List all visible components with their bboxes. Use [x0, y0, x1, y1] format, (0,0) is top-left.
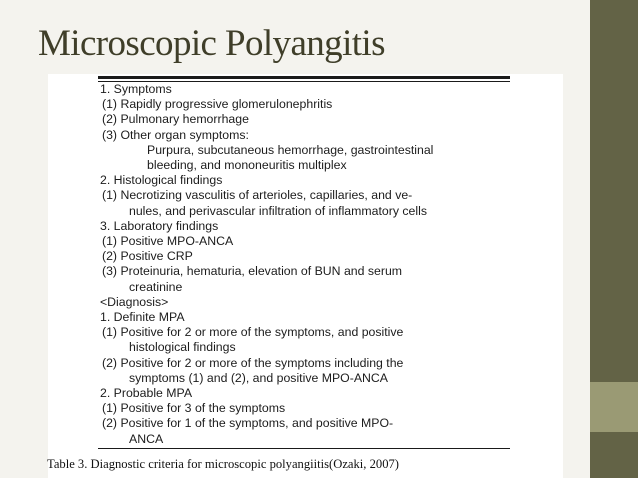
slide-sidebar-accent — [590, 382, 638, 432]
histological-item-1-cont: nules, and perivascular infiltration of inflammatory cells — [129, 203, 427, 218]
symptom-item-3: (3) Other organ symptoms: — [102, 127, 249, 142]
laboratory-item-3: (3) Proteinuria, hematuria, elevation of BUN and serum — [102, 264, 403, 279]
section-laboratory-heading: 3. Laboratory findings — [100, 218, 219, 233]
section-histological-heading: 2. Histological findings — [100, 173, 223, 188]
probable-mpa-item-2-cont: ANCA — [129, 431, 164, 446]
definite-mpa-item-1: (1) Positive for 2 or more of the symptoms, and positive — [102, 325, 404, 340]
probable-mpa-item-1: (1) Positive for 3 of the symptoms — [102, 401, 286, 416]
probable-mpa-item-2: (2) Positive for 1 of the symptoms, and positive MPO- — [102, 416, 394, 431]
slide-title: Microscopic Polyangitis — [38, 23, 385, 64]
probable-mpa-heading: 2. Probable MPA — [100, 386, 193, 401]
section-symptoms-heading: 1. Symptoms — [100, 82, 172, 96]
laboratory-item-1: (1) Positive MPO-ANCA — [102, 234, 234, 249]
symptom-item-2: (2) Pulmonary hemorrhage — [102, 112, 249, 127]
laboratory-item-3-cont: creatinine — [129, 279, 183, 294]
table-caption: Table 3. Diagnostic criteria for microscopic polyangiitis(Ozaki, 2007) — [47, 457, 399, 471]
symptom-item-3-detail-cont: bleeding, and mononeuritis multiplex — [147, 158, 347, 173]
definite-mpa-item-2: (2) Positive for 2 or more of the symptoms including the — [102, 355, 404, 370]
diagnostic-criteria-list — [98, 82, 510, 447]
definite-mpa-heading: 1. Definite MPA — [100, 310, 185, 325]
laboratory-item-2: (2) Positive CRP — [102, 249, 193, 264]
diagnosis-heading: <Diagnosis> — [100, 294, 169, 309]
table-bottom-rule — [98, 448, 510, 449]
symptom-item-3-detail: Purpura, subcutaneous hemorrhage, gastrointestinal — [147, 142, 434, 157]
symptom-item-1: (1) Rapidly progressive glomerulonephritis — [102, 97, 333, 112]
definite-mpa-item-2-cont: symptoms (1) and (2), and positive MPO-ANCA — [129, 370, 388, 385]
definite-mpa-item-1-cont: histological findings — [129, 340, 236, 355]
histological-item-1: (1) Necrotizing vasculitis of arterioles, capillaries, and ve- — [102, 188, 413, 203]
table-top-rule — [98, 76, 510, 79]
